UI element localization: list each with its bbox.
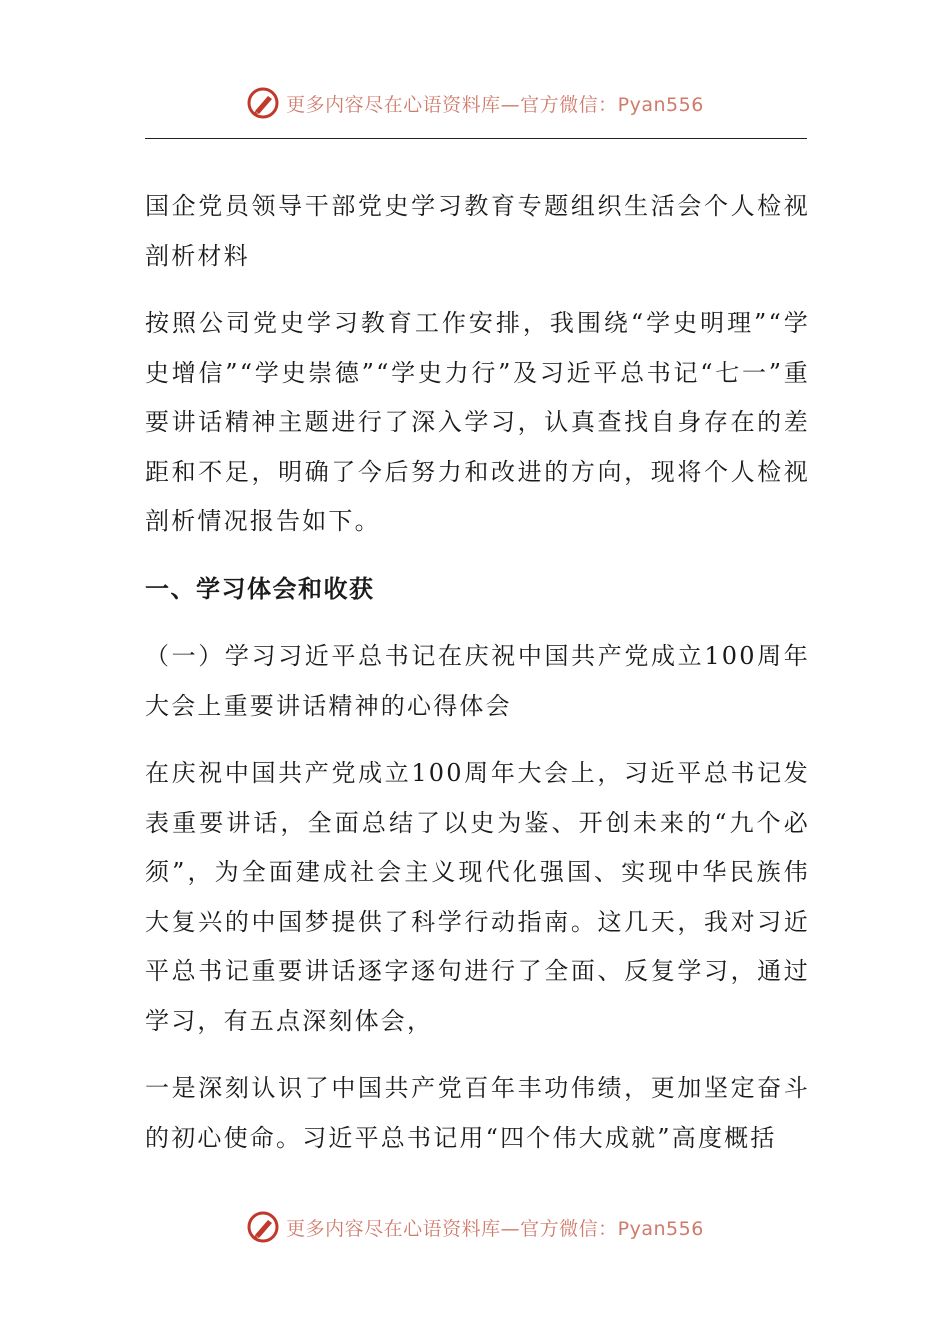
intro-paragraph: 按照公司党史学习教育工作安排，我围绕“学史明理”“学史增信”“学史崇德”“学史力行”及习近平总书记“七一”重要讲话精神主题进行了深入学习，认真查找自身存在的差距和不足，明确了今后努力和改进的方向，现将个人检视剖析情况报告如下。 — [145, 309, 810, 535]
header-divider — [145, 138, 807, 139]
pen-logo-icon — [246, 86, 280, 120]
header-banner-text: 更多内容尽在心语资料库—官方微信：Pyan556 — [286, 93, 704, 116]
footer-banner-text: 更多内容尽在心语资料库—官方微信：Pyan556 — [286, 1217, 704, 1240]
footer-banner — [0, 1210, 950, 1244]
body-paragraph-1: 在庆祝中国共产党成立100周年大会上，习近平总书记发表重要讲话，全面总结了以史为鉴、开创未来的“九个必须”，为全面建成社会主义现代化强国、实现中华民族伟大复兴的中国梦提供了科学行动指南。这几天，我对习近平总书记重要讲话逐字逐句进行了全面、反复学习，通过学习，有五点深刻体会， — [145, 759, 810, 1035]
header-banner — [0, 86, 950, 120]
document-body — [145, 182, 810, 1181]
subsection-heading: （一）学习习近平总书记在庆祝中国共产党成立100周年大会上重要讲话精神的心得体会 — [145, 642, 810, 720]
body-paragraph-2: 一是深刻认识了中国共产党百年丰功伟绩，更加坚定奋斗的初心使命。习近平总书记用“四个伟大成就”高度概括 — [145, 1074, 810, 1152]
document-title: 国企党员领导干部党史学习教育专题组织生活会个人检视剖析材料 — [145, 192, 810, 270]
pen-logo-icon — [246, 1210, 280, 1244]
section-heading: 一、学习体会和收获 — [145, 574, 375, 603]
